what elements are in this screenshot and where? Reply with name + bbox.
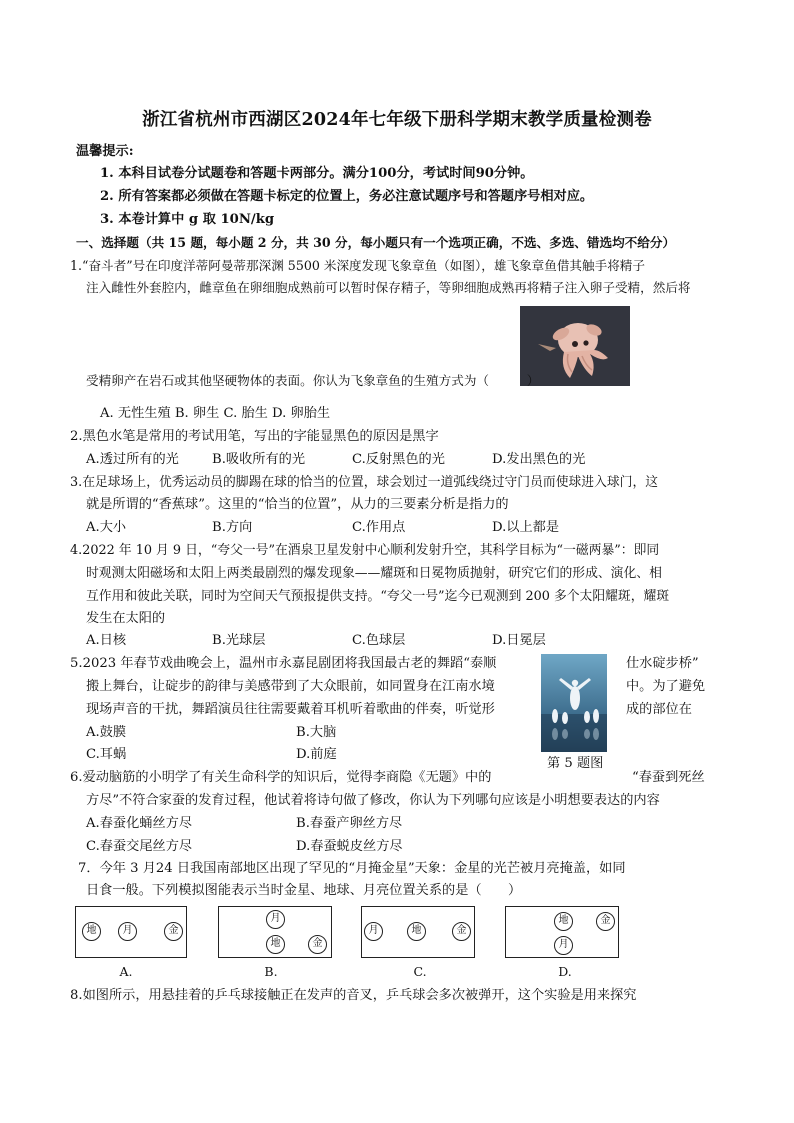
q5-line3-right: 成的部位在 — [626, 702, 692, 717]
q6-option-b: B.春蚕产卵丝方尽 — [296, 816, 403, 831]
dance-photo — [541, 654, 607, 752]
earth-circle: 地 — [266, 935, 285, 954]
q4-option-b: B.光球层 — [212, 633, 266, 648]
q3-line2: 就是所谓的“香蕉球”。这里的“恰当的位置”，从力的三要素分析是指力的 — [86, 497, 509, 512]
q1-options: A. 无性生殖 B. 卵生 C. 胎生 D. 卵胎生 — [100, 406, 331, 421]
q5-option-d: D.前庭 — [296, 747, 337, 762]
q7-line2: 日食一般。下列模拟图能表示当时金星、地球、月亮位置关系的是（ ） — [86, 883, 522, 898]
q3-option-a: A.大小 — [86, 520, 127, 535]
q3-line1: 3.在足球场上，优秀运动员的脚踢在球的恰当的位置，球会划过一道弧线绕过守门员而使球进入球门，这 — [70, 475, 659, 490]
q6-line1-left: 6.爱动脑筋的小明学了有关生命科学的知识后，觉得李商隐《无题》中的 — [70, 770, 492, 785]
q2-option-a: A.透过所有的光 — [86, 452, 179, 467]
q3-option-c: C.作用点 — [352, 520, 406, 535]
q5-figure-caption: 第 5 题图 — [547, 756, 604, 771]
q5-line2-left: 搬上舞台，让碇步的韵律与美感带到了大众眼前，如同置身在江南水境 — [86, 679, 495, 694]
q6-option-a: A.春蚕化蛹丝方尽 — [86, 816, 193, 831]
venus-circle: 金 — [308, 935, 327, 954]
earth-circle: 地 — [407, 922, 426, 941]
q3-option-b: B.方向 — [212, 520, 253, 535]
earth-circle: 地 — [82, 922, 101, 941]
q4-option-d: D.日冕层 — [492, 633, 546, 648]
q5-option-b: B.大脑 — [296, 725, 337, 740]
diagram-c-label: C. — [413, 964, 427, 979]
q6-option-c: C.春蚕交尾丝方尽 — [86, 839, 193, 854]
q5-line3-left: 现场声音的干扰，舞蹈演员往往需要戴着耳机听着歌曲的伴奏，听觉形 — [86, 702, 495, 717]
q3-option-d: D.以上都是 — [492, 520, 560, 535]
q5-option-a: A.鼓膜 — [86, 725, 127, 740]
q5-line1-left: 5.2023 年春节戏曲晚会上，温州市永嘉昆剧团将我国最古老的舞蹈“泰顺 — [70, 656, 497, 671]
q4-line3: 互作用和彼此关联，同时为空间天气预报提供支持。“夸父一号”迄今已观测到 200 多个太阳耀斑，耀斑 — [86, 589, 670, 604]
q4-line2: 时观测太阳磁场和太阳上两类最剧烈的爆发现象——耀斑和日冕物质抛射，研究它们的形成、演化、相 — [86, 566, 662, 581]
diagram-b — [218, 906, 332, 958]
q7-line1: 7．今年 3 月24 日我国南部地区出现了罕见的“月掩金星”天象：金星的光芒被月亮掩盖，如同 — [78, 861, 626, 876]
q4-line4: 发生在太阳的 — [86, 611, 166, 626]
earth-circle: 地 — [554, 912, 573, 931]
tip-2: 2. 所有答案都必须做在答题卡标定的位置上，务必注意试题序号和答题序号相对应。 — [100, 189, 594, 204]
diagram-c — [361, 906, 475, 958]
q6-option-d: D.春蚕蜕皮丝方尽 — [296, 839, 403, 854]
venus-circle: 金 — [452, 922, 471, 941]
venus-circle: 金 — [164, 922, 183, 941]
q8-line1: 8.如图所示，用悬挂着的乒乓球接触正在发声的音叉，乒乓球会多次被弹开，这个实验是用来探究 — [70, 988, 637, 1003]
q4-line1: 4.2022 年 10 月 9 日，“夸父一号”在酒泉卫星发射中心顺利发射升空，其科学目标为“一磁两暴”：即同 — [70, 543, 660, 558]
q1-line1: 1.“奋斗者”号在印度洋蒂阿曼蒂那深渊 5500 米深度发现飞象章鱼（如图），雄飞象章鱼借其触手将精子 — [70, 258, 645, 273]
section-heading: 一、选择题（共 15 题，每小题 2 分，共 30 分，每小题只有一个选项正确，不选、多选、错选均不给分） — [76, 235, 676, 250]
q2-option-b: B.吸收所有的光 — [212, 452, 306, 467]
q4-option-c: C.色球层 — [352, 633, 406, 648]
q1-line3: 受精卵产在岩石或其他坚硬物体的表面。你认为飞象章鱼的生殖方式为（ ） — [86, 373, 540, 388]
diagram-a — [75, 906, 187, 958]
diagram-a-label: A. — [119, 964, 133, 979]
q6-line1-right: “春蚕到死丝 — [632, 770, 705, 785]
diagram-b-label: B. — [264, 964, 278, 979]
q2-stem: 2.黑色水笔是常用的考试用笔，写出的字能显黑色的原因是黑字 — [70, 429, 439, 444]
q1-line2: 注入雌性外套腔内，雌章鱼在卵细胞成熟前可以暂时保存精子，等卵细胞成熟再将精子注入卵子受精，然后将 — [86, 280, 691, 295]
moon-circle: 月 — [554, 936, 573, 955]
dance-stage-image — [541, 654, 607, 752]
diagram-d — [505, 906, 619, 958]
q6-line2: 方尽”不符合家蚕的发育过程，他试着将诗句做了修改，你认为下列哪句应该是小明想要表达的内容 — [86, 793, 660, 808]
tip-1: 1. 本科目试卷分试题卷和答题卡两部分。满分100分，考试时间90分钟。 — [100, 166, 534, 181]
q5-line1-right: 仕水碇步桥” — [626, 656, 699, 671]
q2-option-d: D.发出黑色的光 — [492, 452, 586, 467]
q5-option-c: C.耳蜗 — [86, 747, 127, 762]
moon-circle: 月 — [118, 922, 137, 941]
tips-heading: 温馨提示: — [76, 144, 134, 159]
q2-option-c: C.反射黑色的光 — [352, 452, 445, 467]
diagram-d-label: D. — [558, 964, 572, 979]
page-title: 浙江省杭州市西湖区2024年七年级下册科学期末教学质量检测卷 — [142, 110, 652, 130]
q5-line2-right: 中。为了避免 — [626, 679, 706, 694]
moon-circle: 月 — [364, 922, 383, 941]
moon-circle: 月 — [266, 910, 285, 929]
venus-circle: 金 — [596, 912, 615, 931]
tip-3: 3. 本卷计算中 g 取 10N/kg — [100, 212, 275, 227]
q4-option-a: A.日核 — [86, 633, 127, 648]
